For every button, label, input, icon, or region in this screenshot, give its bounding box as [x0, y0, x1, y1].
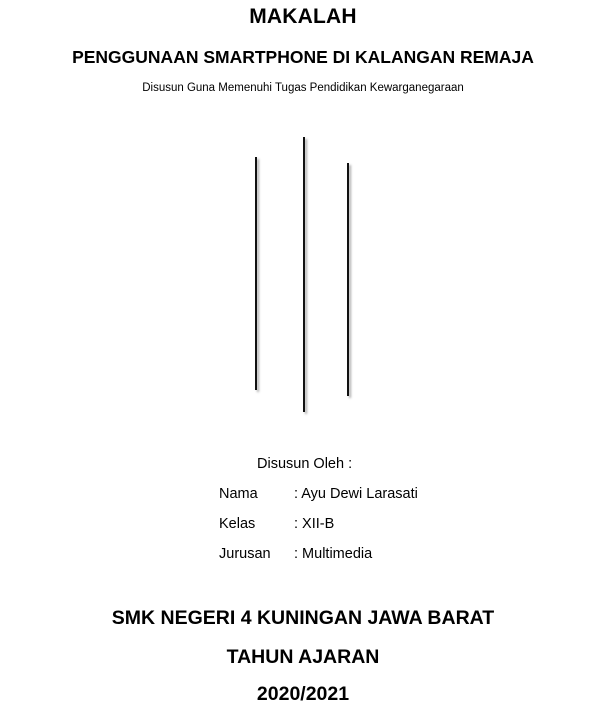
info-value: : Ayu Dewi Larasati: [294, 486, 418, 502]
info-value: : Multimedia: [294, 546, 373, 562]
decorative-line-middle: [303, 137, 305, 412]
decorative-line-right: [347, 163, 349, 396]
document-title: MAKALAH: [249, 5, 357, 28]
info-label: Nama: [219, 486, 258, 502]
document-purpose: Disusun Guna Memenuhi Tugas Pendidikan Kewarganegaraan: [142, 82, 464, 94]
academic-year: 2020/2021: [256, 683, 350, 705]
info-row-major: [219, 546, 372, 562]
author-heading: Disusun Oleh :: [257, 456, 353, 472]
info-row-class: [219, 516, 334, 532]
info-label: Jurusan: [219, 546, 271, 562]
school-name: SMK NEGERI 4 KUNINGAN JAWA BARAT: [111, 607, 495, 629]
info-label: Kelas: [219, 516, 256, 532]
info-value: : XII-B: [294, 516, 335, 532]
academic-year-label: TAHUN AJARAN: [226, 646, 380, 668]
decorative-line-left: [255, 157, 257, 390]
document-subtitle: PENGGUNAAN SMARTPHONE DI KALANGAN REMAJA: [72, 47, 534, 67]
info-row-name: [219, 486, 418, 502]
